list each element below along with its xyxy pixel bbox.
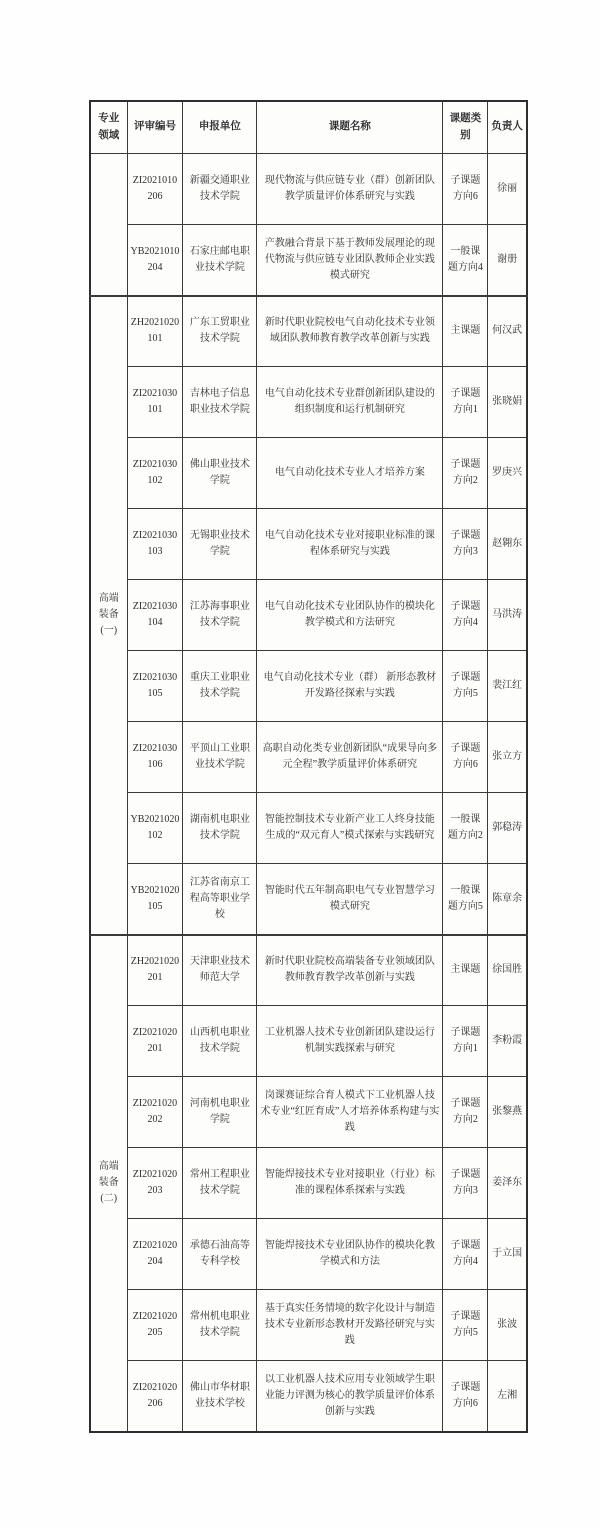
topic-title-cell: 现代物流与供应链专业（群）创新团队教学质量评价体系研究与实践 [257, 154, 443, 225]
review-code-line: 104 [147, 617, 163, 628]
category-cell: 子课题方向3 [443, 1148, 488, 1219]
table-row [90, 935, 527, 1006]
review-code-line: 105 [147, 900, 163, 912]
table-row [90, 367, 527, 438]
review-code-line: 202 [147, 1114, 163, 1125]
column-header-topic-title: 课题名称 [257, 101, 443, 154]
unit-cell: 吉林电子信息职业技术学院 [183, 367, 257, 438]
unit-cell: 平顶山工业职业技术学院 [183, 722, 257, 793]
category-cell: 主课题 [443, 935, 488, 1006]
unit-cell: 重庆工业职业技术学院 [183, 651, 257, 722]
topic-title-cell: 电气自动化技术专业人才培养方案 [257, 438, 443, 509]
topic-title-cell: 以工业机器人技术应用专业领域学生职业能力评测为核心的教学质量评价体系创新与实践 [257, 1361, 443, 1432]
field-group-cell: 高端装备(一) [90, 296, 127, 935]
review-code-line: 102 [147, 830, 163, 841]
category-cell: 子课题方向6 [443, 154, 488, 225]
leader-cell: 陈章余 [488, 864, 527, 935]
category-cell: 主课题 [443, 296, 488, 367]
table-row [90, 296, 527, 367]
table-body [90, 154, 527, 1432]
review-code-cell [127, 296, 183, 367]
review-code-line: 204 [147, 1256, 163, 1267]
leader-cell: 赵翱东 [488, 509, 527, 580]
topic-title-cell: 智能时代五年制高职电气专业智慧学习模式研究 [257, 864, 443, 935]
review-code-line: ZI2021030 [132, 743, 178, 755]
review-code-line: YB2021010 [130, 245, 180, 257]
leader-cell: 裴江红 [488, 651, 527, 722]
topic-title-cell: 产教融合背景下基于教师发展理论的现代物流与供应链专业团队教师企业实践模式研究 [257, 225, 443, 296]
column-header-field: 专业领域 [90, 101, 127, 154]
table-row [90, 793, 527, 864]
leader-cell: 马洪涛 [488, 580, 527, 651]
review-code-line: ZI2021020 [132, 1381, 178, 1393]
unit-cell: 佛山职业技术学院 [183, 438, 257, 509]
topic-title-cell: 电气自动化技术专业对接职业标准的课程体系研究与实践 [257, 509, 443, 580]
category-cell: 子课题方向3 [443, 509, 488, 580]
topic-title-cell: 智能焊接技术专业对接职业（行业）标准的课程体系探索与实践 [257, 1148, 443, 1219]
category-cell: 子课题方向4 [443, 1219, 488, 1290]
unit-cell: 常州工程职业技术学院 [183, 1148, 257, 1219]
review-code-line: YB2021020 [130, 884, 180, 896]
review-code-cell [127, 580, 183, 651]
topic-title-cell: 新时代职业院校电气自动化技术专业领域团队教师教育教学改革创新与实践 [257, 296, 443, 367]
review-code-line: ZI2021030 [132, 459, 178, 471]
review-code-line: ZI2021010 [132, 175, 178, 187]
review-code-line: ZI2021030 [132, 601, 178, 613]
table-row [90, 722, 527, 793]
category-cell: 子课题方向2 [443, 438, 488, 509]
category-cell: 子课题方向6 [443, 1361, 488, 1432]
review-code-line: ZI2021030 [132, 672, 178, 684]
table-row [90, 864, 527, 935]
category-cell: 子课题方向4 [443, 580, 488, 651]
table-row [90, 438, 527, 509]
leader-cell: 于立国 [488, 1219, 527, 1290]
unit-cell: 广东工贸职业技术学院 [183, 296, 257, 367]
review-code-line: 206 [147, 1397, 163, 1409]
unit-cell: 山西机电职业技术学院 [183, 1006, 257, 1077]
field-group-cell: 高端装备(二) [90, 935, 127, 1432]
review-code-cell [127, 1290, 183, 1361]
topic-title-cell: 工业机器人技术专业创新团队建设运行机制实践探索与研究 [257, 1006, 443, 1077]
topic-title-cell: 电气自动化技术专业（群） 新形态教材开发路径探索与实践 [257, 651, 443, 722]
leader-cell: 徐国胜 [488, 935, 527, 1006]
table-row [90, 1361, 527, 1432]
review-code-line: ZI2021020 [132, 1240, 178, 1252]
field-group-cell [90, 154, 127, 296]
topic-title-cell: 智能控制技术专业新产业工人终身技能生成的“双元育人”模式探索与实践研究 [257, 793, 443, 864]
leader-cell: 罗庚兴 [488, 438, 527, 509]
topics-approval-table [89, 100, 528, 1433]
topic-title-cell: 基于真实任务情境的数字化设计与制造技术专业新形态教材开发路径研究与实践 [257, 1290, 443, 1361]
unit-cell: 新疆交通职业技术学院 [183, 154, 257, 225]
category-cell: 子课题方向1 [443, 1006, 488, 1077]
category-cell: 子课题方向5 [443, 1290, 488, 1361]
review-code-cell [127, 722, 183, 793]
leader-cell: 姜泽东 [488, 1148, 527, 1219]
review-code-line: ZH2021020 [130, 317, 180, 329]
review-code-line: ZI2021030 [132, 388, 178, 400]
table-header [90, 101, 527, 154]
topic-title-cell: 高职自动化类专业创新团队“成果导向多元全程”教学质量评价体系研究 [257, 722, 443, 793]
review-code-line: 203 [147, 1185, 163, 1196]
unit-cell: 江苏省南京工程高等职业学校 [183, 864, 257, 935]
table-row [90, 1290, 527, 1361]
column-header-review-code: 评审编号 [127, 101, 183, 154]
review-code-cell [127, 651, 183, 722]
table-row [90, 1219, 527, 1290]
table-row [90, 154, 527, 225]
table-row [90, 509, 527, 580]
topic-title-cell: 电气自动化技术专业群创新团队建设的组织制度和运行机制研究 [257, 367, 443, 438]
review-code-line: ZI2021020 [132, 1311, 178, 1323]
unit-cell: 石家庄邮电职业技术学院 [183, 225, 257, 296]
column-header-unit: 申报单位 [183, 101, 257, 154]
review-code-cell [127, 367, 183, 438]
category-cell: 一般课题方向4 [443, 225, 488, 296]
leader-cell: 谢册 [488, 225, 527, 296]
review-code-line: 101 [147, 404, 163, 415]
leader-cell: 张波 [488, 1290, 527, 1361]
category-cell: 一般课题方向2 [443, 793, 488, 864]
unit-cell: 江苏海事职业技术学院 [183, 580, 257, 651]
review-code-line: ZH2021020 [130, 956, 180, 968]
table-row [90, 580, 527, 651]
review-code-cell [127, 509, 183, 580]
unit-cell: 佛山市华材职业技术学校 [183, 1361, 257, 1432]
review-code-cell [127, 864, 183, 935]
review-code-line: 204 [147, 261, 163, 273]
review-code-cell [127, 793, 183, 864]
review-code-cell [127, 438, 183, 509]
topic-title-cell: 智能焊接技术专业团队协作的模块化教学模式和方法 [257, 1219, 443, 1290]
review-code-line: 201 [147, 972, 163, 984]
topic-title-cell: 新时代职业院校高端装备专业领域团队教师教育教学改革创新与实践 [257, 935, 443, 1006]
review-code-line: 205 [147, 1327, 163, 1338]
table-row [90, 225, 527, 296]
unit-cell: 常州机电职业技术学院 [183, 1290, 257, 1361]
unit-cell: 天津职业技术师范大学 [183, 935, 257, 1006]
review-code-line: 102 [147, 475, 163, 486]
review-code-line: ZI2021020 [132, 1027, 178, 1039]
review-code-cell [127, 935, 183, 1006]
review-code-line: 106 [147, 759, 163, 770]
column-header-leader: 负责人 [488, 101, 527, 154]
review-code-line: 206 [147, 191, 163, 202]
category-cell: 子课题方向6 [443, 722, 488, 793]
review-code-line: 201 [147, 1043, 163, 1054]
category-cell: 子课题方向1 [443, 367, 488, 438]
header-row [90, 101, 527, 154]
column-header-category: 课题类别 [443, 101, 488, 154]
unit-cell: 湖南机电职业技术学院 [183, 793, 257, 864]
table-row [90, 1148, 527, 1219]
review-code-cell [127, 225, 183, 296]
review-code-line: YB2021020 [130, 814, 180, 826]
leader-cell: 郭稳涛 [488, 793, 527, 864]
topic-title-cell: 电气自动化技术专业团队协作的模块化教学模式和方法研究 [257, 580, 443, 651]
table-row [90, 1077, 527, 1148]
review-code-cell [127, 1361, 183, 1432]
leader-cell: 左湘 [488, 1361, 527, 1432]
leader-cell: 李粉霞 [488, 1006, 527, 1077]
category-cell: 子课题方向5 [443, 651, 488, 722]
unit-cell: 河南机电职业学院 [183, 1077, 257, 1148]
category-cell: 子课题方向2 [443, 1077, 488, 1148]
unit-cell: 承德石油高等专科学校 [183, 1219, 257, 1290]
review-code-cell [127, 1219, 183, 1290]
table-row [90, 651, 527, 722]
leader-cell: 张晓娟 [488, 367, 527, 438]
leader-cell: 徐丽 [488, 154, 527, 225]
review-code-cell [127, 1077, 183, 1148]
review-code-line: 105 [147, 688, 163, 699]
review-code-cell [127, 1148, 183, 1219]
leader-cell: 张立方 [488, 722, 527, 793]
review-code-line: 103 [147, 546, 163, 557]
unit-cell: 无锡职业技术学院 [183, 509, 257, 580]
review-code-line: 101 [147, 333, 163, 345]
category-cell: 一般课题方向5 [443, 864, 488, 935]
leader-cell: 何汉武 [488, 296, 527, 367]
topic-title-cell: 岗课赛证综合育人模式下工业机器人技术专业“红匠育成”人才培养体系构建与实践 [257, 1077, 443, 1148]
leader-cell: 张黎燕 [488, 1077, 527, 1148]
table-row [90, 1006, 527, 1077]
review-code-line: ZI2021020 [132, 1169, 178, 1181]
review-code-cell [127, 1006, 183, 1077]
review-code-line: ZI2021030 [132, 530, 178, 542]
review-code-line: ZI2021020 [132, 1098, 178, 1110]
review-code-cell [127, 154, 183, 225]
